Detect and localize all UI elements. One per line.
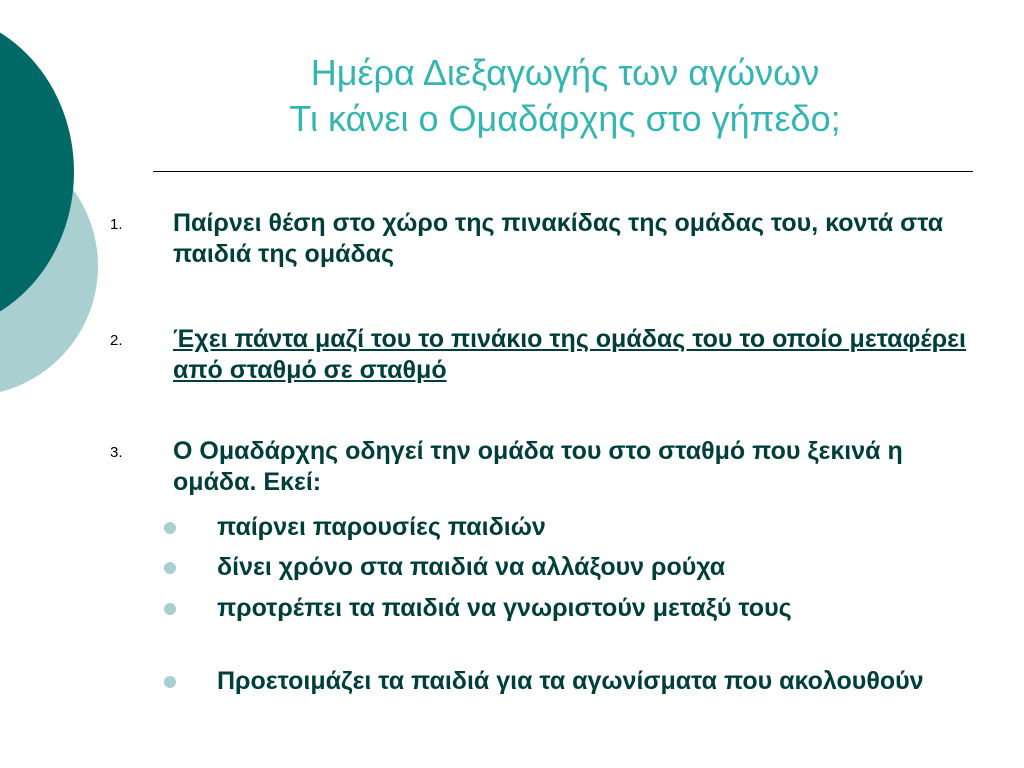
item-text: Ο Ομαδάρχης οδηγεί την ομάδα του στο σταθμό που ξεκινά η ομάδα. Εκεί: — [173, 437, 903, 496]
title-divider — [153, 171, 973, 172]
bullet-dot-icon — [164, 562, 176, 574]
decorative-circles — [0, 0, 120, 420]
item-text-underlined: Έχει πάντα μαζί του το πινάκιο της ομάδας του το οποίο μεταφέρει από σταθμό σε σταθμό — [173, 325, 966, 384]
bullet-dot-icon — [164, 676, 176, 688]
list-item-3 — [110, 436, 990, 498]
list-item-1 — [110, 208, 990, 270]
item-number: 1. — [110, 216, 123, 233]
bullet-dot-icon — [164, 603, 176, 615]
bullet-text: παίρνει παρουσίες παιδιών — [217, 513, 546, 541]
title-line-2: Τι κάνει ο Ομαδάρχης στο γήπεδο; — [289, 98, 841, 139]
bullet-text: προτρέπει τα παιδιά να γνωριστούν μεταξύ τους — [217, 594, 792, 622]
item-number: 3. — [110, 444, 123, 461]
sub-bullet-3 — [164, 593, 984, 624]
bullet-text: Προετοιμάζει τα παιδιά για τα αγωνίσματα που ακολουθούν — [217, 667, 924, 695]
sub-bullet-2 — [164, 552, 984, 583]
sub-bullet-4 — [164, 666, 984, 697]
sub-bullet-1 — [164, 512, 984, 543]
list-item-2 — [110, 324, 990, 386]
slide-title — [150, 50, 980, 142]
bullet-dot-icon — [164, 522, 176, 534]
item-text: Παίρνει θέση στο χώρο της πινακίδας της ομάδας του, κοντά στα παιδιά της ομάδας — [173, 209, 944, 268]
item-number: 2. — [110, 332, 123, 349]
title-line-1: Ημέρα Διεξαγωγής των αγώνων — [310, 52, 820, 93]
bullet-text: δίνει χρόνο στα παιδιά να αλλάξουν ρούχα — [217, 553, 726, 581]
